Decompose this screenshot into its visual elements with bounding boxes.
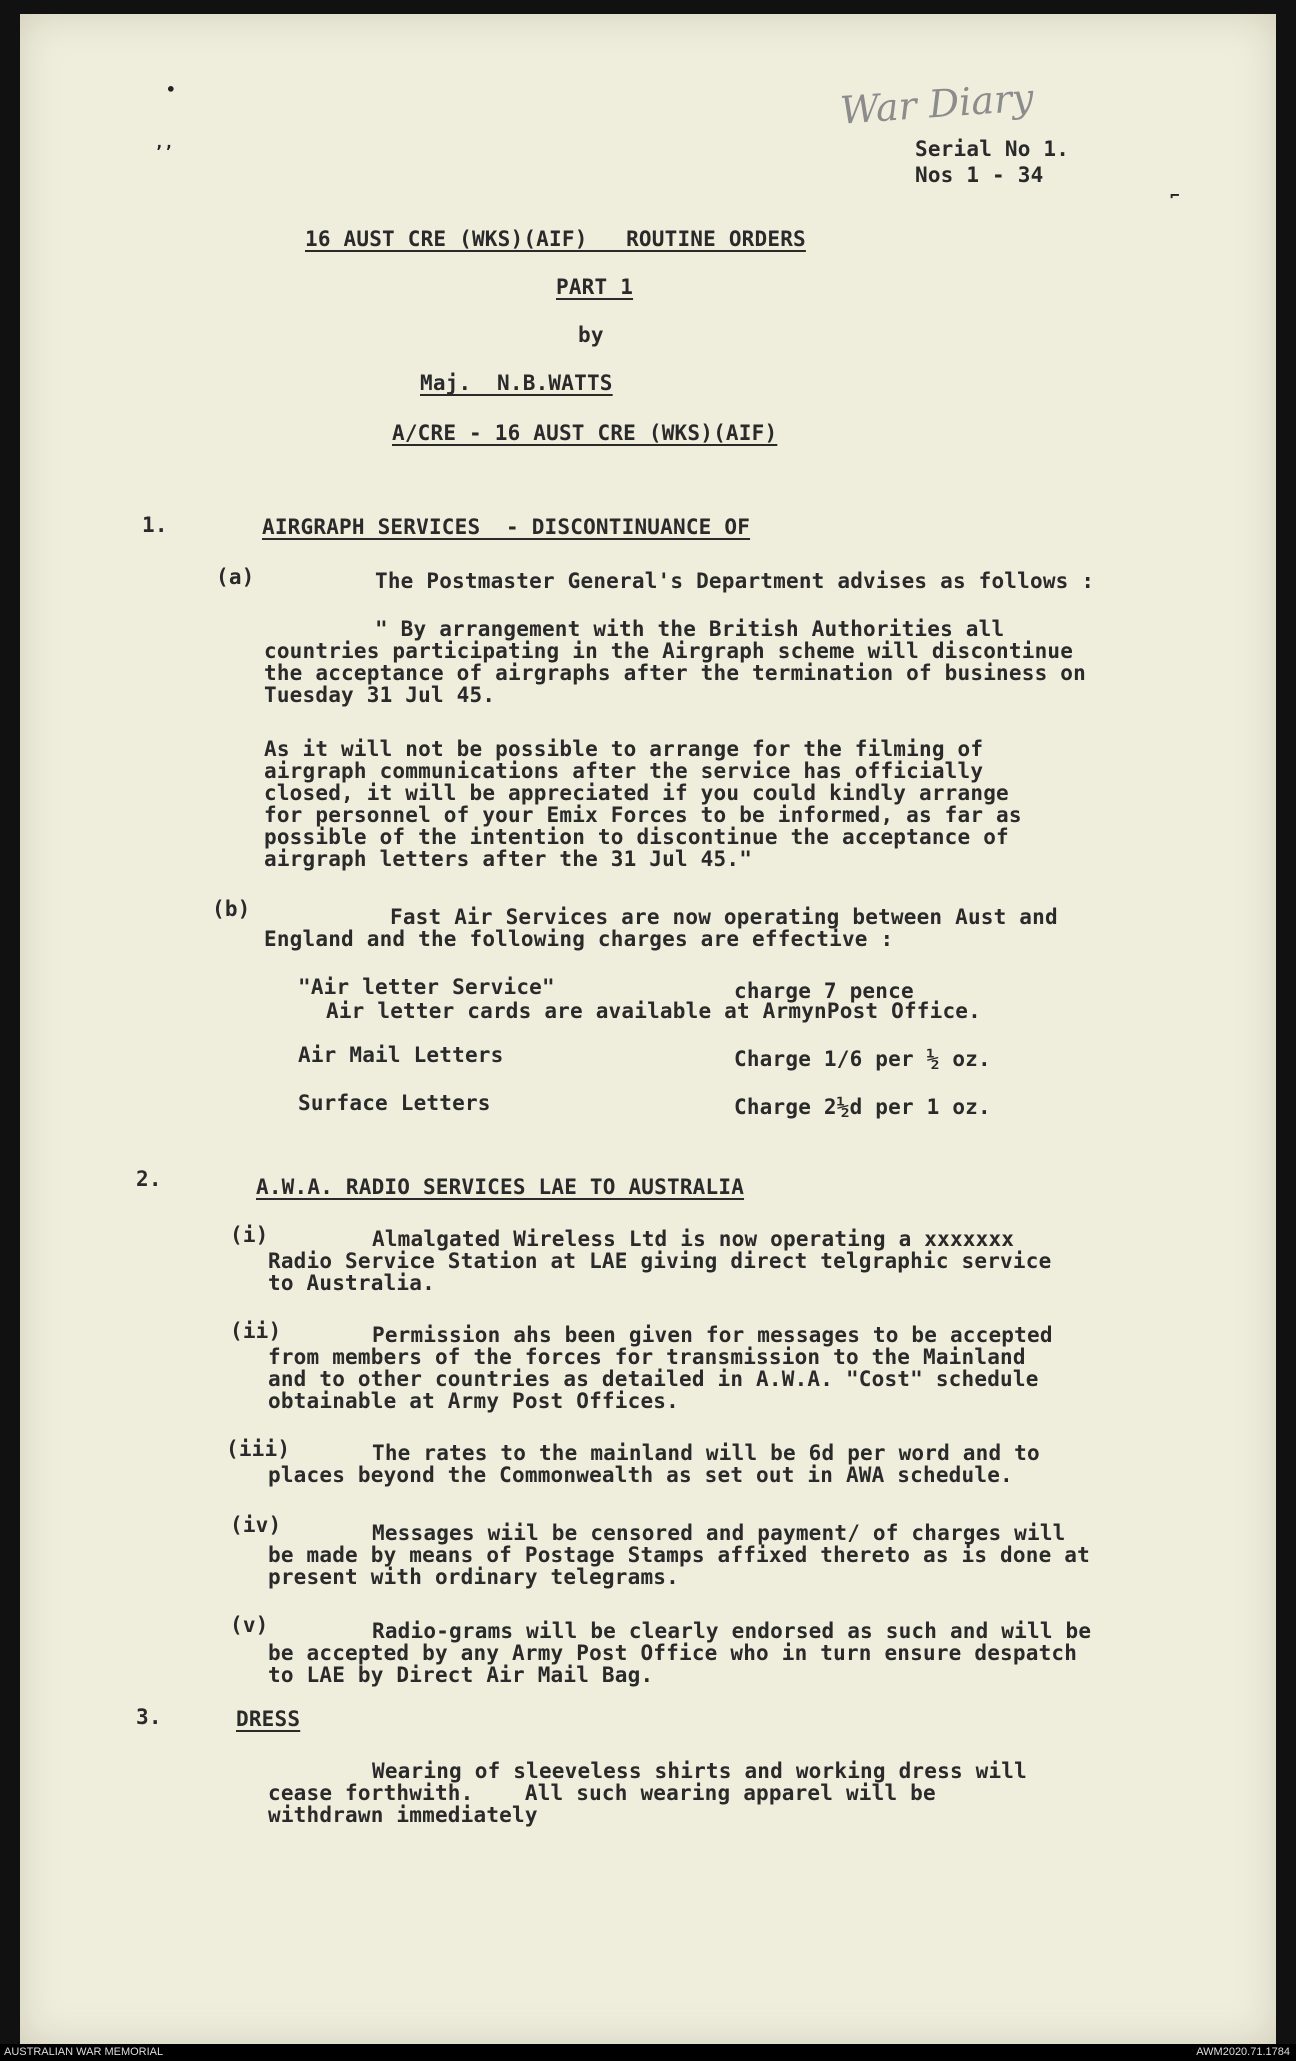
rate-charge: charge 7 pence bbox=[734, 979, 914, 1003]
section-1-heading: AIRGRAPH SERVICES - DISCONTINUANCE OF bbox=[262, 515, 751, 539]
margin-mark: ⌐ bbox=[1170, 186, 1180, 205]
quote-line: airgraph letters after the 31 Jul 45." bbox=[264, 847, 753, 871]
rate-label: Air Mail Letters bbox=[298, 1043, 504, 1067]
item-v-line: be accepted by any Army Post Office who in turn ensure despatch bbox=[268, 1641, 1078, 1665]
section-2-heading: A.W.A. RADIO SERVICES LAE TO AUSTRALIA bbox=[256, 1175, 745, 1199]
officer-role: A/CRE - 16 AUST CRE (WKS)(AIF) bbox=[392, 421, 778, 445]
quote-line: As it will not be possible to arrange for the filming of bbox=[264, 737, 984, 761]
item-v-line: to LAE by Direct Air Mail Bag. bbox=[268, 1663, 654, 1687]
item-iv-line: Messages wiil be censored and payment/ of charges will bbox=[372, 1521, 1066, 1545]
document-by: by bbox=[578, 323, 604, 347]
dress-line: Wearing of sleeveless shirts and working dress will bbox=[372, 1759, 1027, 1783]
handwritten-annotation: War Diary bbox=[838, 75, 1035, 133]
dress-line: withdrawn immediately bbox=[268, 1803, 538, 1827]
item-i-line: to Australia. bbox=[268, 1271, 435, 1295]
item-ii-line: from members of the forces for transmission to the Mainland bbox=[268, 1345, 1026, 1369]
rate-label: "Air letter Service" bbox=[298, 975, 555, 999]
item-a-intro: The Postmaster General's Department advises as follows : bbox=[375, 569, 1095, 593]
item-iii-line: The rates to the mainland will be 6d per word and to bbox=[372, 1441, 1040, 1465]
item-v-label: (v) bbox=[230, 1613, 269, 1637]
quote-line: possible of the intention to discontinue the acceptance of bbox=[264, 825, 1009, 849]
archive-footer bbox=[0, 2044, 1296, 2061]
item-i-line: Almalgated Wireless Ltd is now operating a xxxxxxx bbox=[372, 1227, 1015, 1251]
item-ii-line: obtainable at Army Post Offices. bbox=[268, 1389, 679, 1413]
dress-line: cease forthwith. All such wearing apparel will be bbox=[268, 1781, 936, 1805]
serial-number: Serial No 1. bbox=[915, 137, 1070, 161]
section-3-heading: DRESS bbox=[236, 1707, 301, 1731]
item-iii-line: places beyond the Commonwealth as set out in AWA schedule. bbox=[268, 1463, 1013, 1487]
rate-label: Surface Letters bbox=[298, 1091, 491, 1115]
serial-range: Nos 1 - 34 bbox=[915, 163, 1044, 187]
item-b-line: Fast Air Services are now operating between Aust and bbox=[390, 905, 1058, 929]
item-ii-line: and to other countries as detailed in A.W.A. "Cost" schedule bbox=[268, 1367, 1039, 1391]
item-ii-line: Permission ahs been given for messages to be accepted bbox=[372, 1323, 1053, 1347]
quote-line: for personnel of your Emix Forces to be informed, as far as bbox=[264, 803, 1022, 827]
item-iv-line: be made by means of Postage Stamps affixed thereto as is done at bbox=[268, 1543, 1090, 1567]
margin-mark: • bbox=[166, 80, 176, 99]
item-ii-label: (ii) bbox=[230, 1319, 282, 1343]
item-iii-label: (iii) bbox=[226, 1437, 291, 1461]
item-i-line: Radio Service Station at LAE giving direct telgraphic service bbox=[268, 1249, 1052, 1273]
margin-mark: ʼʼ bbox=[154, 142, 174, 161]
document-page bbox=[20, 14, 1276, 2044]
item-b-line: England and the following charges are effective : bbox=[264, 927, 894, 951]
rate-charge: Charge 2½d per 1 oz. bbox=[734, 1095, 991, 1119]
document-title: 16 AUST CRE (WKS)(AIF) ROUTINE ORDERS bbox=[305, 227, 806, 251]
quote-line: Tuesday 31 Jul 45. bbox=[264, 683, 496, 707]
quote-line: airgraph communications after the service has officially bbox=[264, 759, 984, 783]
document-part: PART 1 bbox=[556, 275, 634, 299]
item-b-label: (b) bbox=[212, 897, 251, 921]
item-iv-label: (iv) bbox=[230, 1513, 282, 1537]
section-1-number: 1. bbox=[142, 513, 168, 537]
officer-name: Maj. N.B.WATTS bbox=[420, 371, 613, 395]
item-v-line: Radio-grams will be clearly endorsed as such and will be bbox=[372, 1619, 1092, 1643]
item-iv-line: present with ordinary telegrams. bbox=[268, 1565, 679, 1589]
item-i-label: (i) bbox=[230, 1223, 269, 1247]
quote-line: closed, it will be appreciated if you could kindly arrange bbox=[264, 781, 1009, 805]
rate-charge: Charge 1/6 per ½ oz. bbox=[734, 1047, 991, 1071]
quote-line: the acceptance of airgraphs after the termination of business on bbox=[264, 661, 1086, 685]
footer-accession: AWM2020.71.1784 bbox=[1196, 2046, 1290, 2058]
quote-line: " By arrangement with the British Authorities all bbox=[375, 617, 1005, 641]
section-2-number: 2. bbox=[136, 1167, 162, 1191]
section-3-number: 3. bbox=[136, 1705, 162, 1729]
rate-note: Air letter cards are available at ArmynPost Office. bbox=[326, 999, 981, 1023]
quote-line: countries participating in the Airgraph scheme will discontinue bbox=[264, 639, 1074, 663]
item-a-label: (a) bbox=[216, 565, 255, 589]
footer-institution: AUSTRALIAN WAR MEMORIAL bbox=[4, 2046, 164, 2058]
